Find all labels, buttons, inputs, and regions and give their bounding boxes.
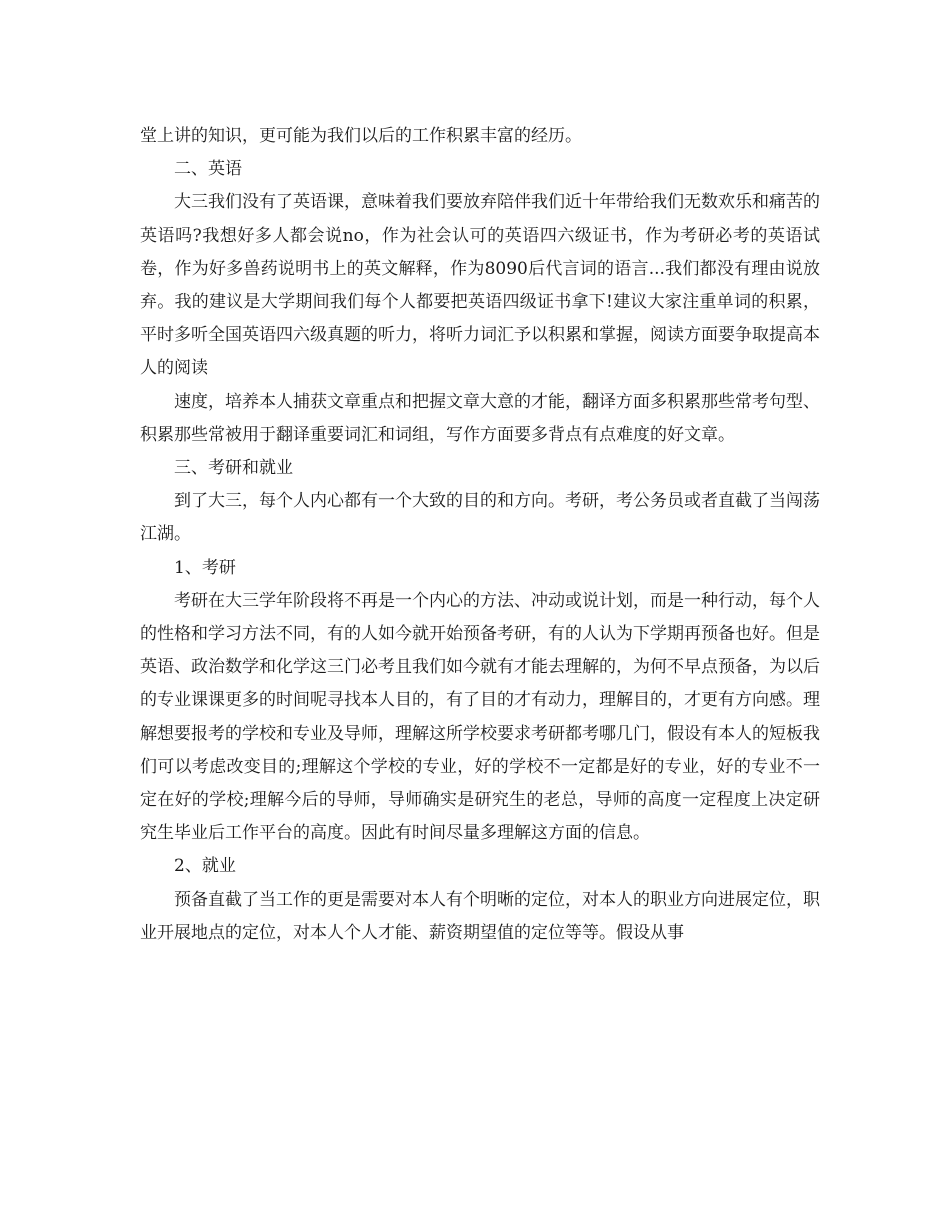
paragraph-employment: 预备直截了当工作的更是需要对本人有个明晰的定位，对本人的职业方向进展定位，职业开展地点的定位，对本人个人才能、薪资期望值的定位等等。假设从事 (140, 889, 820, 943)
section-heading-exam-employment: 三、考研和就业 (174, 458, 293, 479)
document-body (140, 120, 820, 950)
paragraph-english-2: 速度，培养本人捕获文章重点和把握文章大意的才能，翻译方面多积累那些常考句型、积累那些常被用于翻译重要词汇和词组，写作方面要多背点有点难度的好文章。 (140, 391, 820, 445)
section-heading-english: 二、英语 (174, 159, 242, 180)
paragraph-postgraduate-exam: 考研在大三学年阶段将不再是一个内心的方法、冲动或说计划，而是一种行动，每个人的性格和学习方法不同，有的人如今就开始预备考研，有的人认为下学期再预备也好。但是英语、政治数学和化学这三门必考且我们如今就有才能去理解的，为何不早点预备，为以后的专业课课更多的时间呢寻找本人目的，有了目的才有动力，理解目的，才更有方向感。理解想要报考的学校和专业及导师，理解这所学校要求考研都考哪几门，假设有本人的短板我们可以考虑改变目的;理解这个学校的专业，好的学校不一定都是好的专业，好的专业不一定在好的学校;理解今后的导师，导师确实是研究生的老总，导师的高度一定程度上决定研究生毕业后工作平台的高度。因此有时间尽量多理解这方面的信息。 (140, 590, 820, 844)
paragraph-exam-employment: 到了大三，每个人内心都有一个大致的目的和方向。考研，考公务员或者直截了当闯荡江湖。 (140, 491, 820, 545)
paragraph-0: 堂上讲的知识，更可能为我们以后的工作积累丰富的经历。 (140, 126, 582, 146)
paragraph-english-1: 大三我们没有了英语课，意味着我们要放弃陪伴我们近十年带给我们无数欢乐和痛苦的英语吗?我想好多人都会说no，作为社会认可的英语四六级证书，作为考研必考的英语试卷，作为好多兽药说明书上的英文解释，作为8090后代言词的语言...我们都没有理由说放弃。我的建议是大学期间我们每个人都要把英语四级证书拿下!建议大家注重单词的积累，平时多听全国英语四六级真题的听力，将听力词汇予以积累和掌握，阅读方面要争取提高本人的阅读 (140, 192, 820, 379)
subheading-postgraduate-exam: 1、考研 (174, 557, 236, 578)
subheading-employment: 2、就业 (174, 856, 236, 877)
